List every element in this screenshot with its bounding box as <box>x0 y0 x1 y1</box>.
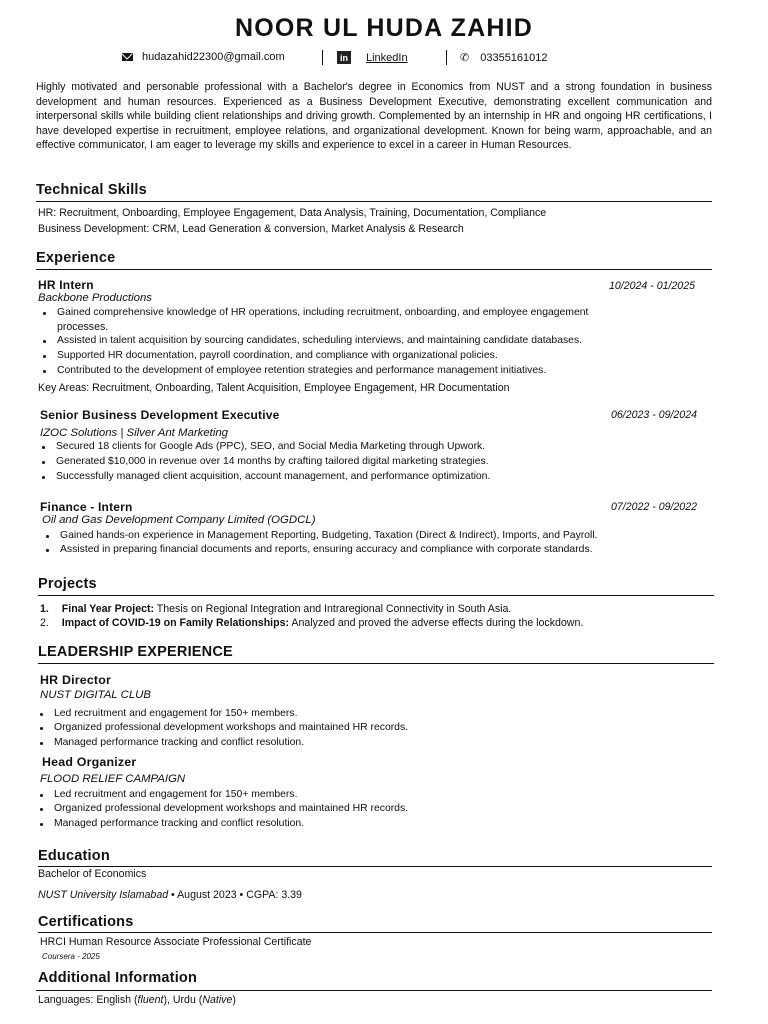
section-heading-projects: Projects <box>38 576 97 592</box>
certification-source: Coursera - 2025 <box>42 952 100 961</box>
section-rule <box>36 201 712 202</box>
leadership-bullet: Managed performance tracking and conflict resolution. <box>54 736 304 751</box>
skills-line: Business Development: CRM, Lead Generation & conversion, Market Analysis & Research <box>38 223 464 235</box>
education-degree: Bachelor of Economics <box>38 868 147 880</box>
leadership-org: NUST DIGITAL CLUB <box>40 689 151 701</box>
job-bullet: Assisted in talent acquisition by sourcing candidates, scheduling interviews, and maintaining candidate databases. <box>57 334 582 349</box>
leadership-title: HR Director <box>40 673 112 687</box>
leadership-org: FLOOD RELIEF CAMPAIGN <box>40 773 186 785</box>
project-item <box>40 617 583 629</box>
education-details: • August 2023 • CGPA: 3.39 <box>168 889 302 901</box>
skills-line: HR: Recruitment, Onboarding, Employee Engagement, Data Analysis, Training, Documentation, Compliance <box>38 207 547 219</box>
languages-prefix: Languages: English ( <box>38 994 138 1006</box>
job-bullet: Assisted in preparing financial documents and reports, ensuring accuracy and compliance with corporate standards. <box>60 543 593 558</box>
contact-divider <box>322 50 323 65</box>
project-number: 2. <box>40 617 49 629</box>
urdu-level: Native <box>202 994 233 1006</box>
languages-line <box>38 994 236 1006</box>
job-date: 06/2023 - 09/2024 <box>610 409 697 421</box>
languages-suffix: ) <box>232 994 236 1006</box>
job-bullet: Contributed to the development of employee retention strategies and performance management initiatives. <box>57 364 546 379</box>
section-rule <box>36 269 712 270</box>
job-bullet: Successfully managed client acquisition, account management, and performance optimization. <box>56 470 490 485</box>
summary-paragraph: Highly motivated and personable professional with a Bachelor's degree in Economics from NUST and a strong foundation in business development and human resources. Experienced as a Business Development Executive, demonstrating excellent communication and interpersonal skills while building client relationships and driving growth. Complemented by an internship in HR and ongoing HR certifications, I have developed expertise in recruitment, employee relations, and organizational development. Known for being warm, approachable, and an effective communicator, I am eager to leverage my skills and experience to excel in a career in Human Resources. <box>36 81 712 152</box>
job-org: Oil and Gas Development Company Limited (OGDCL) <box>42 514 316 526</box>
phone-text[interactable]: 03355161012 <box>480 51 548 64</box>
job-title: HR Intern <box>38 278 94 292</box>
phone-item[interactable] <box>460 51 548 64</box>
job-bullet: Gained comprehensive knowledge of HR operations, including recruitment, onboarding, and employee engagement <box>57 306 701 321</box>
project-text: Thesis on Regional Integration and Intraregional Connectivity in South Asia. <box>154 603 512 615</box>
leadership-bullet: Led recruitment and engagement for 150+ members. <box>54 707 297 722</box>
candidate-name: NOOR UL HUDA ZAHID <box>235 14 533 42</box>
leadership-title: Head Organizer <box>42 755 137 769</box>
english-level: fluent <box>137 994 164 1006</box>
job-date: 07/2022 - 09/2022 <box>610 501 697 513</box>
section-heading-leadership: LEADERSHIP EXPERIENCE <box>38 644 233 660</box>
section-rule <box>38 866 712 867</box>
section-heading-experience: Experience <box>36 250 116 266</box>
job-bullet: Gained hands-on experience in Management Reporting, Budgeting, Taxation (Direct & Indirect), Imports, and Payroll. <box>60 529 598 544</box>
section-heading-additional: Additional Information <box>38 970 198 986</box>
section-rule <box>38 932 712 933</box>
leadership-bullet: Organized professional development workshops and maintained HR records. <box>54 802 408 817</box>
section-rule <box>38 595 714 596</box>
job-bullet: Generated $10,000 in revenue over 14 months by crafting tailored digital marketing strategies. <box>56 455 489 470</box>
project-number: 1. <box>40 603 49 615</box>
section-heading-skills: Technical Skills <box>36 182 147 198</box>
job-bullet-continuation: processes. <box>57 321 109 333</box>
job-bullet: Supported HR documentation, payroll coordination, and compliance with organizational policies. <box>57 349 498 364</box>
mail-icon <box>122 53 133 61</box>
project-item <box>40 603 511 615</box>
languages-mid: ), Urdu ( <box>163 994 203 1006</box>
phone-icon: ✆ <box>460 52 470 64</box>
email-item[interactable] <box>122 51 285 63</box>
job-org: IZOC Solutions | Silver Ant Marketing <box>40 427 229 439</box>
job-title: Finance - Intern <box>40 500 133 514</box>
linkedin-icon: in <box>337 51 351 64</box>
job-date: 10/2024 - 01/2025 <box>608 280 695 292</box>
leadership-bullet: Led recruitment and engagement for 150+ members. <box>54 788 297 803</box>
project-title: Impact of COVID-19 on Family Relationships: <box>61 617 290 629</box>
section-rule <box>38 663 714 664</box>
job-bullet: Secured 18 clients for Google Ads (PPC), SEO, and Social Media Marketing through Upwork. <box>56 440 485 455</box>
job-title: Senior Business Development Executive <box>40 408 280 422</box>
email-text[interactable]: hudazahid22300@gmail.com <box>142 51 285 63</box>
certification-name: HRCI Human Resource Associate Professional Certificate <box>40 936 312 948</box>
job-org: Backbone Productions <box>38 292 152 304</box>
section-heading-education: Education <box>38 848 110 864</box>
contact-bar <box>0 51 768 67</box>
section-rule <box>36 990 712 991</box>
job-key-areas: Key Areas: Recruitment, Onboarding, Talent Acquisition, Employee Engagement, HR Documentation <box>38 382 510 394</box>
project-text: Analyzed and proved the adverse effects during the lockdown. <box>289 617 584 629</box>
section-heading-certifications: Certifications <box>38 914 134 930</box>
education-school: NUST University Islamabad <box>38 889 169 901</box>
contact-divider <box>446 50 447 65</box>
linkedin-item[interactable] <box>337 51 408 64</box>
project-title: Final Year Project: <box>61 603 155 615</box>
leadership-bullet: Managed performance tracking and conflict resolution. <box>54 817 304 832</box>
leadership-bullet: Organized professional development workshops and maintained HR records. <box>54 721 408 736</box>
education-line <box>38 889 302 901</box>
linkedin-link[interactable]: LinkedIn <box>366 51 408 64</box>
